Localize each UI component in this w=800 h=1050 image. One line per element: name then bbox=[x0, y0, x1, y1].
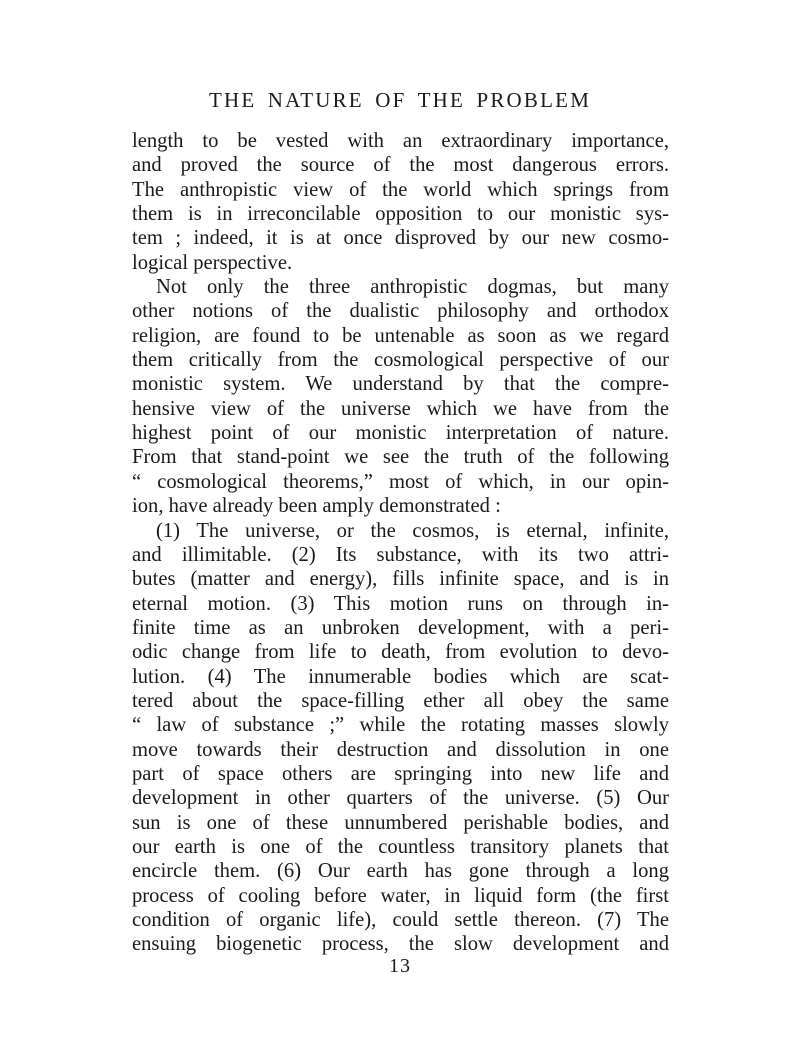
running-head: THE NATURE OF THE PROBLEM bbox=[208, 88, 592, 112]
text-line: “ law of substance ;” while the rotating masses slowly bbox=[132, 714, 669, 737]
text-line: monistic system. We understand by that the compre- bbox=[132, 373, 669, 396]
text-line: eternal motion. (3) This motion runs on through in- bbox=[132, 592, 669, 615]
text-line: The anthropistic view of the world which springs from bbox=[132, 178, 669, 201]
text-line: From that stand-point we see the truth of the following bbox=[132, 446, 669, 469]
text-line: and illimitable. (2) Its substance, with its two attri- bbox=[132, 543, 669, 566]
text-line: them is in irreconcilable opposition to our monistic sys- bbox=[132, 203, 669, 226]
text-line: length to be vested with an extraordinary importance, bbox=[132, 130, 669, 152]
text-line: butes (matter and energy), fills infinite space, and is in bbox=[132, 568, 669, 591]
text-line: other notions of the dualistic philosophy and orthodox bbox=[132, 300, 669, 323]
text-line: odic change from life to death, from evolution to devo- bbox=[132, 641, 669, 664]
text-line: development in other quarters of the universe. (5) Our bbox=[132, 787, 669, 810]
text-line: (1) The universe, or the cosmos, is eternal, infinite, bbox=[156, 519, 669, 542]
text-line: sun is one of these unnumbered perishable bodies, and bbox=[132, 811, 669, 834]
text-line: tem ; indeed, it is at once disproved by our new cosmo- bbox=[132, 227, 669, 250]
paragraph bbox=[132, 275, 669, 518]
text-line: religion, are found to be untenable as soon as we regard bbox=[132, 324, 669, 347]
paragraph bbox=[132, 519, 669, 957]
text-line: condition of organic life), could settle thereon. (7) The bbox=[132, 909, 669, 931]
text-line: “ cosmological theorems,” most of which, in our opin- bbox=[132, 470, 669, 493]
text-line: move towards their destruction and dissolution in one bbox=[132, 738, 669, 761]
body-text bbox=[132, 129, 669, 957]
text-line: encircle them. (6) Our earth has gone through a long bbox=[132, 860, 669, 883]
text-line: our earth is one of the countless transitory planets that bbox=[132, 835, 669, 858]
text-line: ensuing biogenetic process, the slow development and bbox=[132, 933, 669, 956]
text-line: lution. (4) The innumerable bodies which are scat- bbox=[132, 665, 669, 688]
page-number: 13 bbox=[389, 955, 411, 977]
paragraph bbox=[132, 129, 669, 275]
text-line: process of cooling before water, in liquid form (the first bbox=[132, 884, 669, 907]
text-line: finite time as an unbroken development, with a peri- bbox=[132, 616, 669, 639]
text-line: ion, have already been amply demonstrated : bbox=[132, 495, 501, 518]
text-line: part of space others are springing into new life and bbox=[132, 762, 669, 785]
text-line: and proved the source of the most dangerous errors. bbox=[132, 154, 669, 177]
text-line: Not only the three anthropistic dogmas, but many bbox=[156, 276, 669, 299]
text-line: logical perspective. bbox=[132, 251, 293, 274]
text-line: them critically from the cosmological perspective of our bbox=[132, 349, 669, 372]
text-line: hensive view of the universe which we have from the bbox=[132, 397, 669, 420]
text-line: tered about the space-filling ether all obey the same bbox=[132, 689, 669, 712]
text-line: highest point of our monistic interpretation of nature. bbox=[132, 422, 669, 445]
